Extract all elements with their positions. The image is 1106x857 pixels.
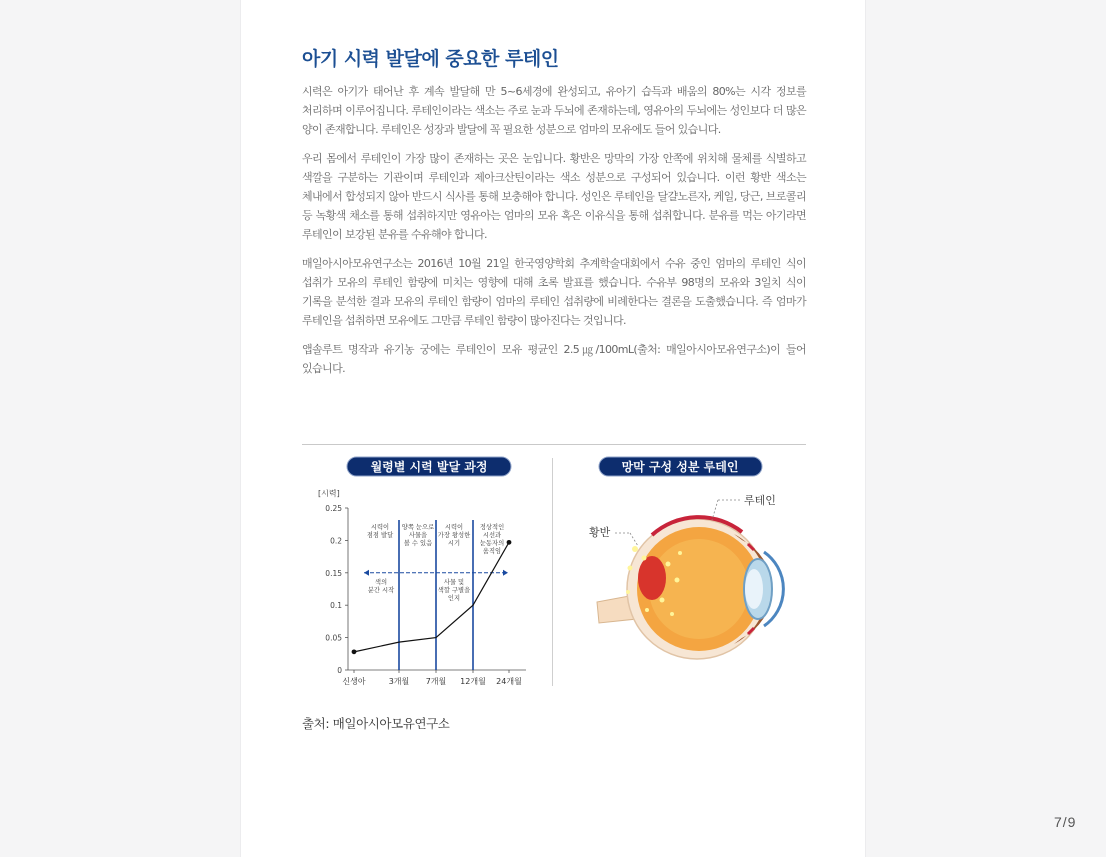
x-tick-label: 12개월 <box>460 677 486 686</box>
eye-lens-highlight <box>745 569 763 609</box>
paragraph-2: 우리 몸에서 루테인이 가장 많이 존재하는 곳은 눈입니다. 황반은 망막의 가장 안쪽에 위치해 물체를 식별하고 색깔을 구분하는 기관이며 루테인과 제아크산틴이라는 색소 성분으로 구성되어 있습니다. 이런 황반 색소는 체내에서 합성되지 않아 반드시 식사를 통해 보충해야 합니다. 성인은 루테인을 달걀노른자, 케일, 당근, 브로콜리 등 녹황색 채소를 통해 섭취하지만 영유아는 엄마의 모유 혹은 이유식을 통해 섭취합니다. 분유를 먹는 아기라면 루테인이 보강된 분유를 수유해야 합니다. <box>302 152 806 241</box>
label-macula: 황반 <box>589 526 611 539</box>
page-number: 7/9 <box>1054 814 1077 830</box>
chart-title: 월령별 시력 발달 과정 <box>370 460 488 474</box>
chart-annotation: 정상적인 <box>479 524 505 531</box>
y-tick-label: 0.25 <box>325 504 342 513</box>
y-axis-label: [시력] <box>318 489 340 498</box>
source-caption: 출처: 매일아시아모유연구소 <box>302 716 450 731</box>
chart-annotation: 시선과 <box>482 532 502 539</box>
chart-annotation: 눈동자의 <box>479 540 505 547</box>
y-tick-label: 0 <box>337 666 342 675</box>
chart-annotation: 분간 시작 <box>367 586 395 594</box>
chart-marks <box>325 504 526 686</box>
document-page <box>240 0 866 857</box>
arrow-head-left <box>364 570 369 576</box>
x-tick-label: 3개월 <box>388 677 410 686</box>
data-point <box>352 649 357 654</box>
y-tick-label: 0.15 <box>325 568 342 578</box>
chart-annotation: 점점 발달 <box>366 532 394 539</box>
x-tick-label: 신생아 <box>342 677 366 686</box>
label-lutein: 루테인 <box>744 494 776 507</box>
chart-annotation: 사물을 <box>408 532 428 539</box>
y-tick-label: 0.05 <box>325 633 342 643</box>
x-tick-label: 7개월 <box>425 677 447 686</box>
chart-annotation: 시력이 <box>370 524 390 531</box>
figure-panel <box>302 452 806 692</box>
chart-annotation: 색의 <box>374 578 388 586</box>
x-tick-label: 24개월 <box>496 677 522 686</box>
figure-top-divider <box>302 444 806 445</box>
article-body <box>302 82 806 388</box>
chart-annotation: 볼 수 있음 <box>403 540 433 547</box>
macula-spot <box>638 556 666 600</box>
chart-annotation: 시력이 <box>444 524 464 531</box>
chart-annotation: 인지 <box>447 594 461 602</box>
eye-figure-title: 망막 구성 성분 루테인 <box>621 460 739 474</box>
chart-annotation: 시기 <box>447 540 461 547</box>
data-line <box>354 542 509 652</box>
chart-annotation: 움직임 <box>482 548 502 555</box>
paragraph-3: 매일아시아모유연구소는 2016년 10월 21일 한국영양학회 추계학술대회에서 수유 중인 엄마의 루테인 식이 섭취가 모유의 루테인 함량에 미치는 영향에 대해 초록 발표를 했습니다. 수유부 98명의 모유와 3일치 식이 기록을 분석한 결과 모유의 루테인 함량이 엄마의 루테인 섭취량에 비례한다는 결론을 도출했습니다. 즉 엄마가 루테인을 섭취하면 모유에도 그만큼 루테인 함량이 많아진다는 것입니다. <box>302 257 806 327</box>
chart-annotation: 색깔 구별을 <box>437 586 471 594</box>
figure-svg <box>302 452 806 692</box>
arrow-head-right <box>503 570 508 576</box>
chart-area <box>318 488 526 686</box>
chart-annotation: 가장 왕성한 <box>437 532 471 539</box>
chart-annotation: 양쪽 눈으로 <box>401 524 435 531</box>
paragraph-1: 시력은 아기가 태어난 후 계속 발달해 만 5~6세경에 완성되고, 유아기 습득과 배움의 80%는 시각 정보를 처리하며 이루어집니다. 루테인이라는 색소는 주로 눈과 두뇌에 존재하는데, 영유아의 두뇌에는 성인보다 더 많은 양이 존재합니다. 루테인은 성장과 발달에 꼭 필요한 성분으로 엄마의 모유에도 들어 있습니다. <box>302 85 806 136</box>
eye-illustration <box>589 493 783 659</box>
data-point <box>507 540 512 545</box>
paragraph-4: 앱솔루트 명작과 유기농 궁에는 루테인이 모유 평균인 2.5㎍/100mL(출처: 매일아시아모유연구소)이 들어 있습니다. <box>302 343 806 375</box>
page-title: 아기 시력 발달에 중요한 루테인 <box>302 48 559 70</box>
y-tick-label: 0.2 <box>330 536 342 546</box>
y-tick-label: 0.1 <box>330 601 342 611</box>
chart-annotation: 사물 및 <box>443 578 465 586</box>
